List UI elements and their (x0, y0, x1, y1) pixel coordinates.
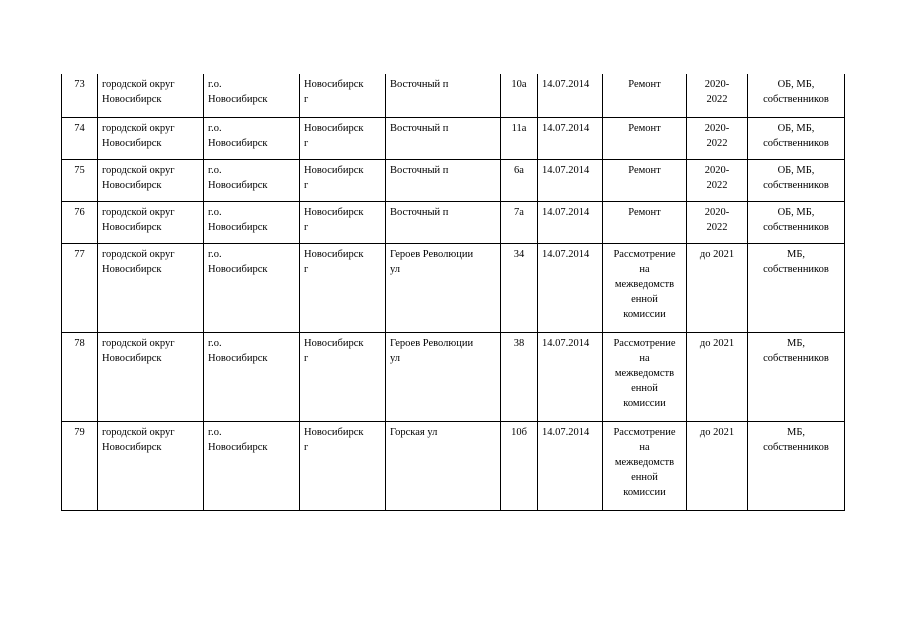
cell-text-line: Новосибирск (102, 179, 162, 191)
row-number-cell (62, 117, 98, 159)
municipality-cell (98, 201, 204, 243)
cell-text-line: г.о. (208, 79, 222, 90)
cell-text-line: г.о. (208, 164, 222, 176)
cell-text-line: Новосибирск (304, 248, 364, 260)
funding-cell (748, 74, 845, 117)
cell-text-line: ОБ, МБ, (777, 164, 815, 176)
cell-text-line: ул (390, 263, 401, 275)
street-cell (386, 243, 501, 332)
cell-text-line: на (639, 263, 650, 275)
period-cell (687, 332, 748, 421)
period-cell (687, 117, 748, 159)
cell-text-line: Новосибирск (304, 426, 364, 438)
cell-text-line: городской округ (102, 79, 175, 90)
table-row (62, 332, 845, 421)
cell-text-line: енной (631, 293, 658, 305)
locality-cell (300, 117, 386, 159)
municipality-cell (98, 332, 204, 421)
cell-text-line: Новосибирск (304, 79, 364, 90)
cell-text-line: собственников (763, 137, 829, 149)
row-number-cell (62, 74, 98, 117)
cell-text-line: г (304, 94, 309, 105)
cell-text-line: г (304, 352, 309, 364)
house-number-cell (501, 332, 538, 421)
cell-text: 74 (74, 122, 85, 134)
cell-text-line: городской округ (102, 337, 175, 349)
house-number-cell (501, 117, 538, 159)
cell-text-line: собственников (763, 94, 829, 105)
cell-text-line: Рассмотрение (613, 337, 676, 349)
cell-text-line: Новосибирск (102, 221, 162, 233)
cell-text-line: комиссии (623, 486, 666, 498)
table-row (62, 421, 845, 510)
cell-text-line: 2020- (704, 79, 730, 90)
date-cell (538, 201, 603, 243)
cell-text: 6а (514, 164, 524, 176)
settlement-cell (204, 243, 300, 332)
table-row (62, 74, 845, 117)
cell-text-line: на (639, 352, 650, 364)
cell-text-line: городской округ (102, 122, 175, 134)
street-cell (386, 421, 501, 510)
cell-text-line: комиссии (623, 308, 666, 320)
cell-text-line: Ремонт (628, 122, 661, 134)
funding-cell (748, 159, 845, 201)
cell-text-line: Героев Революции (390, 248, 474, 260)
cell-text-line: Рассмотрение (613, 426, 676, 438)
table-row (62, 201, 845, 243)
cell-text: 10а (511, 79, 527, 90)
period-cell (687, 201, 748, 243)
cell-text-line: до 2021 (699, 337, 735, 349)
cell-text-line: собственников (763, 179, 829, 191)
cell-text: 7а (514, 206, 524, 218)
row-number-cell (62, 421, 98, 510)
cell-text-line: г.о. (208, 337, 222, 349)
cell-text-line: г.о. (208, 206, 222, 218)
settlement-cell (204, 159, 300, 201)
cell-text: 77 (74, 248, 85, 260)
cell-text: 34 (513, 248, 525, 260)
period-cell (687, 421, 748, 510)
house-number-cell (501, 201, 538, 243)
funding-cell (748, 117, 845, 159)
cell-text: 14.07.2014 (542, 426, 590, 438)
cell-text-line: межведомств (614, 367, 675, 379)
cell-text-line: Новосибирск (208, 94, 268, 105)
cell-text-line: г.о. (208, 122, 222, 134)
municipality-cell (98, 159, 204, 201)
cell-text-line: ул (390, 352, 401, 364)
period-cell (687, 159, 748, 201)
cell-text: 14.07.2014 (542, 122, 590, 134)
funding-cell (748, 243, 845, 332)
cell-text-line: Новосибирск (304, 164, 364, 176)
cell-text: 14.07.2014 (542, 79, 590, 90)
cell-text-line: городской округ (102, 248, 175, 260)
settlement-cell (204, 332, 300, 421)
cell-text-line: Новосибирск (102, 263, 162, 275)
table-row (62, 159, 845, 201)
cell-text-line: Новосибирск (102, 94, 162, 105)
cell-text-line: Новосибирск (102, 137, 162, 149)
date-cell (538, 159, 603, 201)
date-cell (538, 243, 603, 332)
cell-text-line: г (304, 221, 309, 233)
cell-text-line: 2022 (706, 137, 728, 149)
cell-text-line: Новосибирск (208, 179, 268, 191)
cell-text-line: межведомств (614, 278, 675, 290)
cell-text-line: енной (631, 382, 658, 394)
row-number-cell (62, 332, 98, 421)
cell-text-line: Новосибирск (102, 352, 162, 364)
locality-cell (300, 421, 386, 510)
cell-text-line: Новосибирск (208, 441, 268, 453)
street-cell (386, 201, 501, 243)
cell-text-line: МБ, (787, 248, 805, 260)
cell-text-line: Восточный п (390, 79, 449, 90)
cell-text: 38 (513, 337, 525, 349)
street-cell (386, 332, 501, 421)
cell-text-line: енной (631, 471, 658, 483)
cell-text-line: МБ, (787, 337, 805, 349)
cell-text-line: собственников (763, 352, 829, 364)
cell-text-line: собственников (763, 221, 829, 233)
cell-text-line: ОБ, МБ, (777, 79, 815, 90)
cell-text-line: Новосибирск (208, 221, 268, 233)
cell-text-line: Новосибирск (102, 441, 162, 453)
cell-text: 76 (74, 206, 85, 218)
cell-text-line: Ремонт (628, 164, 661, 176)
cell-text-line: межведомств (614, 456, 675, 468)
municipality-cell (98, 117, 204, 159)
row-number-cell (62, 243, 98, 332)
street-cell (386, 159, 501, 201)
cell-text-line: Новосибирск (208, 137, 268, 149)
cell-text-line: МБ, (787, 426, 805, 438)
settlement-cell (204, 201, 300, 243)
locality-cell (300, 243, 386, 332)
locality-cell (300, 332, 386, 421)
cell-text-line: 2022 (706, 221, 728, 233)
cell-text-line: г.о. (208, 426, 222, 438)
settlement-cell (204, 74, 300, 117)
cell-text-line: городской округ (102, 164, 175, 176)
cell-text-line: Новосибирск (304, 122, 364, 134)
cell-text-line: г (304, 179, 309, 191)
cell-text-line: комиссии (623, 397, 666, 409)
cell-text-line: Горская ул (390, 426, 438, 438)
cell-text: 14.07.2014 (542, 337, 590, 349)
cell-text-line: 2020- (704, 206, 730, 218)
house-number-cell (501, 243, 538, 332)
cell-text-line: 2020- (704, 164, 730, 176)
work-type-cell (603, 243, 687, 332)
cell-text: 75 (74, 164, 85, 176)
cell-text: 79 (74, 426, 85, 438)
cell-text-line: г.о. (208, 248, 222, 260)
locality-cell (300, 201, 386, 243)
row-number-cell (62, 201, 98, 243)
work-type-cell (603, 332, 687, 421)
cell-text-line: городской округ (102, 426, 175, 438)
date-cell (538, 421, 603, 510)
table-row (62, 243, 845, 332)
cell-text: 11а (511, 122, 527, 134)
cell-text-line: собственников (763, 441, 829, 453)
work-type-cell (603, 159, 687, 201)
funding-cell (748, 421, 845, 510)
cell-text-line: Восточный п (390, 206, 449, 218)
cell-text-line: собственников (763, 263, 829, 275)
cell-text: 14.07.2014 (542, 164, 590, 176)
work-type-cell (603, 74, 687, 117)
municipality-cell (98, 243, 204, 332)
cell-text-line: городской округ (102, 206, 175, 218)
work-type-cell (603, 421, 687, 510)
period-cell (687, 243, 748, 332)
cell-text-line: Восточный п (390, 164, 449, 176)
cell-text: 14.07.2014 (542, 206, 590, 218)
municipality-cell (98, 74, 204, 117)
date-cell (538, 332, 603, 421)
cell-text-line: г (304, 137, 309, 149)
cell-text-line: г (304, 441, 309, 453)
cell-text-line: ОБ, МБ, (777, 122, 815, 134)
work-type-cell (603, 201, 687, 243)
cell-text-line: до 2021 (699, 426, 735, 438)
street-cell (386, 74, 501, 117)
municipality-cell (98, 421, 204, 510)
date-cell (538, 117, 603, 159)
cell-text: 73 (74, 79, 85, 90)
locality-cell (300, 159, 386, 201)
table-row (62, 117, 845, 159)
cell-text: 78 (74, 337, 85, 349)
house-number-cell (501, 159, 538, 201)
cell-text-line: г (304, 263, 309, 275)
cell-text-line: Героев Революции (390, 337, 474, 349)
funding-cell (748, 332, 845, 421)
cell-text-line: до 2021 (699, 248, 735, 260)
cell-text-line: Восточный п (390, 122, 449, 134)
work-type-cell (603, 117, 687, 159)
house-number-cell (501, 421, 538, 510)
cell-text: 14.07.2014 (542, 248, 590, 260)
table-body (62, 74, 845, 510)
house-number-cell (501, 74, 538, 117)
settlement-cell (204, 117, 300, 159)
cell-text-line: Новосибирск (304, 337, 364, 349)
cell-text-line: Рассмотрение (613, 248, 676, 260)
housing-registry-table (61, 74, 845, 511)
row-number-cell (62, 159, 98, 201)
cell-text-line: ОБ, МБ, (777, 206, 815, 218)
cell-text-line: Новосибирск (208, 263, 268, 275)
cell-text-line: 2022 (706, 179, 728, 191)
cell-text: 10б (511, 426, 527, 438)
cell-text-line: Новосибирск (304, 206, 364, 218)
funding-cell (748, 201, 845, 243)
locality-cell (300, 74, 386, 117)
date-cell (538, 74, 603, 117)
cell-text-line: Ремонт (628, 206, 661, 218)
street-cell (386, 117, 501, 159)
cell-text-line: Ремонт (628, 79, 661, 90)
cell-text-line: 2022 (706, 94, 728, 105)
settlement-cell (204, 421, 300, 510)
period-cell (687, 74, 748, 117)
cell-text-line: Новосибирск (208, 352, 268, 364)
cell-text-line: на (639, 441, 650, 453)
cell-text-line: 2020- (704, 122, 730, 134)
